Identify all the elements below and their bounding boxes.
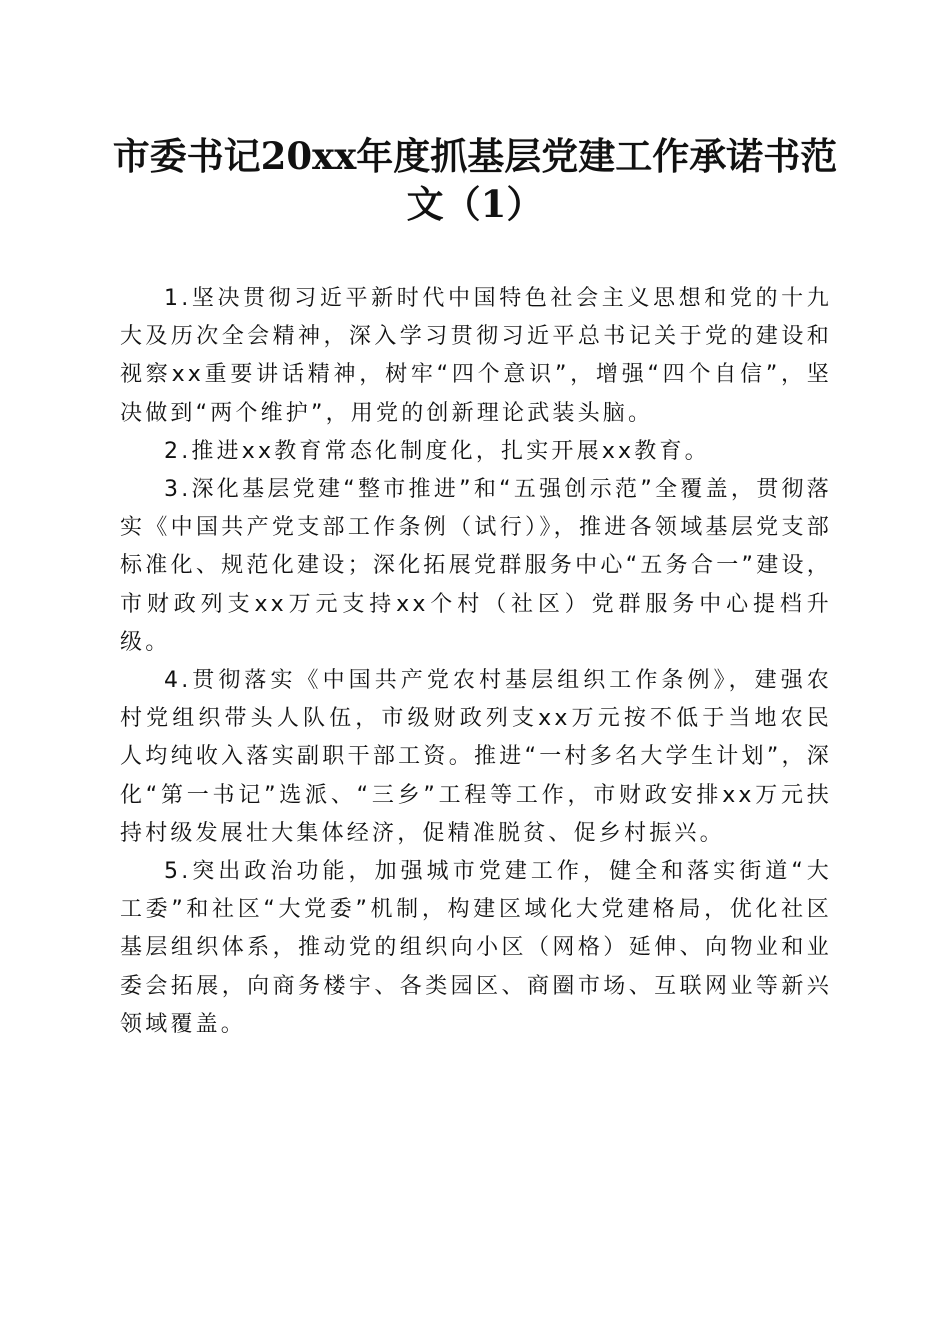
document-body (120, 280, 832, 1044)
paragraph-5: 5.突出政治功能，加强城市党建工作，健全和落实街道“大工委”和社区“大党委”机制，构建区域化大党建格局，优化社区基层组织体系，推动党的组织向小区（网格）延伸、向物业和业委会拓展，向商务楼宇、各类园区、商圈市场、互联网业等新兴领域覆盖。 (120, 859, 832, 1037)
paragraph-1: 1.坚决贯彻习近平新时代中国特色社会主义思想和党的十九大及历次全会精神，深入学习贯彻习近平总书记关于党的建设和视察xx重要讲话精神，树牢“四个意识”，增强“四个自信”，坚决做到“两个维护”，用党的创新理论武装头脑。 (120, 286, 832, 426)
paragraph-2: 2.推进xx教育常态化制度化，扎实开展xx教育。 (164, 438, 710, 464)
document-title: 市委书记20xx年度抓基层党建工作承诺书范文（1） (112, 134, 838, 226)
paragraph-4: 4.贯彻落实《中国共产党农村基层组织工作条例》，建强农村党组织带头人队伍，市级财政列支xx万元按不低于当地农民人均纯收入落实副职干部工资。推进“一村多名大学生计划”，深化“第一书记”选派、“三乡”工程等工作，市财政安排xx万元扶持村级发展壮大集体经济，促精准脱贫、促乡村振兴。 (120, 668, 832, 846)
paragraph-3: 3.深化基层党建“整市推进”和“五强创示范”全覆盖，贯彻落实《中国共产党支部工作条例（试行）》，推进各领域基层党支部标准化、规范化建设；深化拓展党群服务中心“五务合一”建设，市财政列支xx万元支持xx个村（社区）党群服务中心提档升级。 (120, 477, 832, 655)
